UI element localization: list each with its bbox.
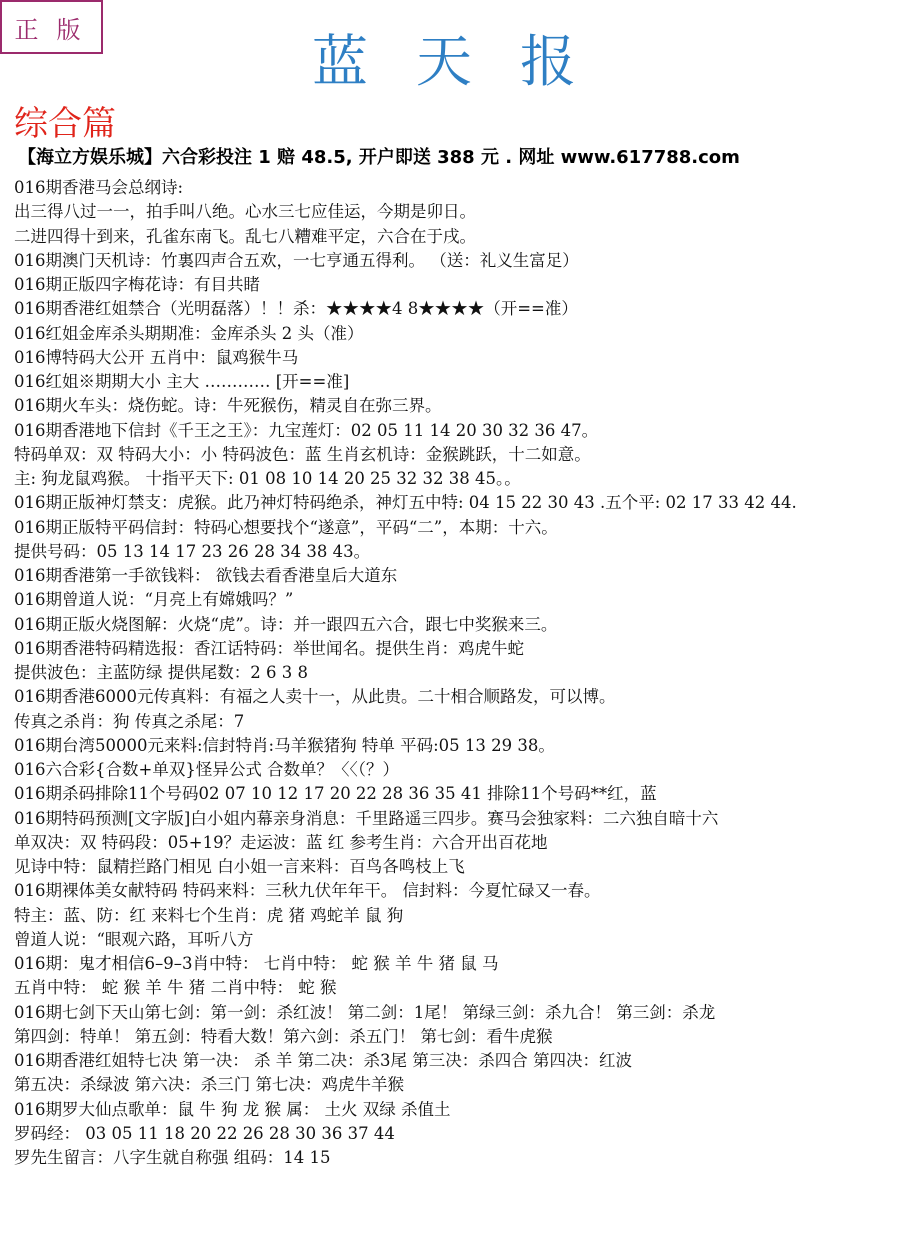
text-line: 016期香港特码精选报：香江话特码：举世闻名。提供生肖：鸡虎牛蛇 — [14, 638, 524, 658]
text-line: 016期香港红姐禁合（光明磊落）！！杀：★★★★4 8★★★★（开==准） — [14, 299, 578, 319]
text-line: 016期裸体美女献特码 特码来料：三秋九伏年年干。 信封料：今夏忙碌又一春。 — [14, 881, 601, 901]
text-line: 016期正版四字梅花诗：有目共睹 — [14, 275, 260, 294]
text-line: 特主：蓝、防：红 来料七个生肖：虎 猪 鸡蛇羊 鼠 狗 — [14, 905, 404, 925]
text-line: 016期香港地下信封《千王之王》：九宝莲灯：02 05 11 14 20 30 32 36 47。 — [14, 420, 599, 440]
text-line: 016红姐金库杀头期期准：金库杀头 2 头（准） — [14, 323, 364, 343]
text-line: 016期正版神灯禁支：虎猴。此乃神灯特码绝杀，神灯五中特: 04 15 22 30 43 .五个平: 02 17 33 42 44. — [14, 493, 797, 513]
advertisement-line: 【海立方娱乐城】六合彩投注 1 赔 48.5, 开户即送 388 元 . 网址 www.617788.com — [18, 147, 740, 168]
edition-badge: 正版 — [0, 0, 103, 54]
text-line: 016期曾道人说：“月亮上有嫦娥吗？” — [14, 590, 294, 610]
text-line: 罗码经： 03 05 11 18 20 22 26 28 30 36 37 44 — [14, 1123, 395, 1143]
text-line: 提供波色：主蓝防绿 提供尾数：2 6 3 8 — [14, 663, 308, 682]
text-line: 特码单双：双 特码大小：小 特码波色：蓝 生肖玄机诗：金猴跳跃，十二如意。 — [14, 444, 591, 464]
text-line: 016期罗大仙点歌单：鼠 牛 狗 龙 猴 属： 土火 双绿 杀值土 — [14, 1099, 451, 1119]
text-line: 016期澳门天机诗：竹裏四声合五欢，一七亨通五得利。 （送：礼义生富足） — [14, 250, 579, 270]
text-line: 016红姐※期期大小 主大 ………… [开==准] — [14, 372, 350, 391]
text-line: 提供号码：05 13 14 17 23 26 28 34 38 43。 — [14, 541, 371, 561]
text-line: 二进四得十到来，孔雀东南飞。乱七八糟难平定，六合在于戌。 — [14, 226, 476, 246]
text-line: 016期香港6000元传真料：有福之人卖十一，从此贵。二十相合顺路发，可以博。 — [14, 687, 616, 707]
text-line: 016期香港马会总纲诗: — [14, 178, 184, 197]
text-line: 016期火车头：烧伤蛇。诗：牛死猴伤，精灵自在弥三界。 — [14, 396, 442, 416]
text-line: 016六合彩{合数+单双}怪异公式 合数单？〈〈（？） — [14, 760, 400, 779]
text-line: 第五决：杀绿波 第六决：杀三门 第七决：鸡虎牛羊猴 — [14, 1075, 404, 1095]
newspaper-title: 蓝天报 — [312, 30, 624, 95]
text-line: 016期特码预测[文字版]白小姐内幕亲身消息：千里路遥三四步。赛马会独家料：二六独自暗十六 — [14, 808, 719, 828]
text-line: 五肖中特： 蛇 猴 羊 牛 猪 二肖中特： 蛇 猴 — [14, 978, 337, 998]
text-line: 传真之杀肖：狗 传真之杀尾：7 — [14, 711, 245, 731]
text-line: 曾道人说：“眼观六路，耳听八方 — [14, 929, 254, 949]
text-line: 016期台湾50000元来料:信封特肖:马羊猴猪狗 特单 平码:05 13 29 38。 — [14, 735, 555, 755]
text-line: 出三得八过一一，拍手叫八绝。心水三七应佳运，今期是卯日。 — [14, 202, 476, 222]
text-line: 016期杀码排除11个号码02 07 10 12 17 20 22 28 36 35 41 排除11个号码**红，蓝 — [14, 784, 657, 804]
text-line: 主: 狗龙鼠鸡猴。 十指平天下: 01 08 10 14 20 25 32 32 38 45。。 — [14, 469, 521, 488]
text-line: 016博特码大公开 五肖中：鼠鸡猴牛马 — [14, 347, 299, 367]
text-line: 第四剑：特单！ 第五剑：特看大数！第六剑：杀五门！ 第七剑：看牛虎猴 — [14, 1026, 553, 1046]
content-lines — [14, 176, 900, 1170]
text-line: 016期：鬼才相信6–9–3肖中特： 七肖中特： 蛇 猴 羊 牛 猪 鼠 马 — [14, 954, 499, 973]
text-line: 016期正版特平码信封：特码心想要找个“遂意”，平码“二”，本期：十六。 — [14, 517, 558, 537]
text-line: 016期七剑下天山第七剑：第一剑：杀红波！ 第二剑：1尾！ 第绿三剑：杀九合！ 第三剑：杀龙 — [14, 1002, 716, 1022]
section-heading: 综合篇 — [14, 104, 116, 144]
text-line: 016期香港第一手欲钱料： 欲钱去看香港皇后大道东 — [14, 566, 398, 585]
text-line: 016期正版火烧图解：火烧“虎”。诗：并一跟四五六合，跟七中奖猴来三。 — [14, 614, 558, 634]
text-line: 罗先生留言：八字生就自称强 组码：14 15 — [14, 1148, 331, 1167]
text-line: 见诗中特：鼠精拦路门相见 白小姐一言来料：百鸟各鸣枝上飞 — [14, 857, 465, 876]
text-line: 单双决：双 特码段：05+19？走运波：蓝 红 参考生肖：六合开出百花地 — [14, 832, 548, 852]
text-line: 016期香港红姐特七决 第一决： 杀 羊 第二决：杀3尾 第三决：杀四合 第四决：红波 — [14, 1051, 632, 1070]
